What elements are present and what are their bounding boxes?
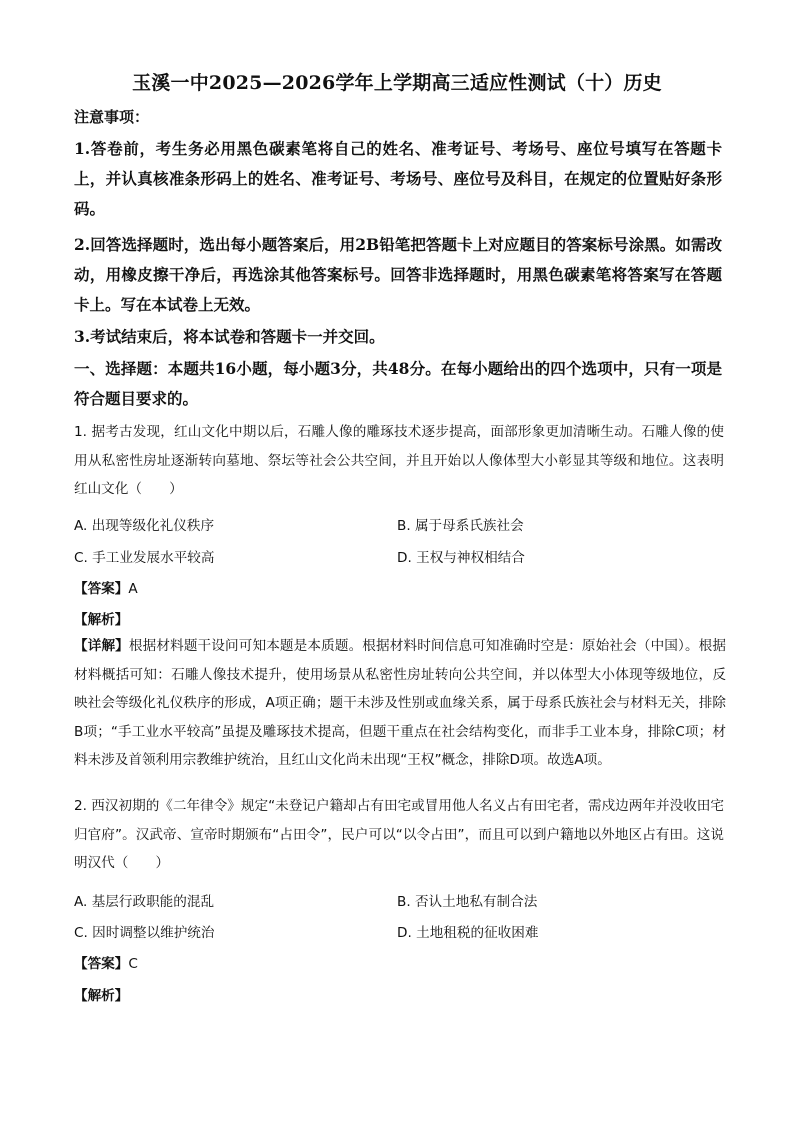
question-1-option-c: C. 手工业发展水平较高	[74, 550, 215, 566]
analysis-label: 【解析】	[74, 612, 129, 628]
page-title: 玉溪一中2025—2026学年上学期高三适应性测试（十）历史	[132, 72, 662, 94]
notice-item-2: 2.回答选择题时，选出每小题答案后，用2B铅笔把答题卡上对应题目的答案标号涂黑。如需改动，用橡皮擦干净后，再选涂其他答案标号。回答非选择题时，用黑色碳素笔将答案写在答题卡上。写在本试卷上无效。	[74, 235, 722, 314]
detail-text: 根据材料题干设问可知本题是本质题。根据材料时间信息可知准确时空是：原始社会（中国）。根据材料概括可知：石雕人像技术提升，使用场景从私密性房址转向公共空间，并以体型大小体现等级地位，反映社会等级化礼仪秩序的形成，A项正确；题干未涉及性别或血缘关系，属于母系氏族社会与材料无关，排除B项；“手工业水平较高”虽提及雕琢技术提高，但题干重点在社会结构变化，而非手工业本身，排除C项；材料未涉及首领利用宗教维护统治，且红山文化尚未出现“王权”概念，排除D项。故选A项。	[74, 638, 727, 768]
question-2-answer	[74, 952, 138, 972]
question-1-option-d: D. 王权与神权相结合	[397, 550, 525, 566]
detail-label: 【详解】	[74, 638, 129, 654]
answer-value: C	[128, 956, 138, 972]
question-1-answer	[74, 577, 138, 597]
notice-heading: 注意事项：	[74, 108, 150, 126]
question-2-stem: 2. 西汉初期的《二年律令》规定“未登记户籍却占有田宅或冒用他人名义占有田宅者，需戍边两年并没收田宅归官府”。汉武帝、宣帝时期颁布“占田令”，民户可以“以令占田”，而且可以到户籍地以外地区占有田。这说明汉代（ ）	[74, 798, 724, 871]
question-2-option-d: D. 土地租税的征收困难	[397, 925, 539, 941]
question-2-analysis-label	[74, 984, 128, 1004]
question-2-option-a: A. 基层行政职能的混乱	[74, 894, 215, 910]
section-heading: 一、选择题：本题共16小题，每小题3分，共48分。在每小题给出的四个选项中，只有一项是符合题目要求的。	[74, 359, 722, 408]
question-2-option-b: B. 否认土地私有制合法	[397, 894, 538, 910]
analysis-label: 【解析】	[74, 988, 129, 1004]
question-1-stem: 1. 据考古发现，红山文化中期以后，石雕人像的雕琢技术逐步提高，面部形象更加清晰生动。石雕人像的使用从私密性房址逐渐转向墓地、祭坛等社会公共空间，并且开始以人像体型大小彰显其等级和地位。这表明红山文化（ ）	[74, 424, 724, 497]
answer-label: 【答案】	[74, 956, 129, 972]
answer-label: 【答案】	[74, 581, 129, 597]
question-1-analysis-label	[74, 608, 128, 628]
notice-item-3: 3.考试结束后，将本试卷和答题卡一并交回。	[74, 327, 385, 346]
question-1-detail	[74, 632, 726, 775]
answer-value: A	[128, 581, 138, 597]
question-2-option-c: C. 因时调整以维护统治	[74, 925, 215, 941]
question-1-option-a: A. 出现等级化礼仪秩序	[74, 518, 215, 534]
notice-item-1: 1.答卷前，考生务必用黑色碳素笔将自己的姓名、准考证号、考场号、座位号填写在答题卡上，并认真核准条形码上的姓名、准考证号、考场号、座位号及科目，在规定的位置贴好条形码。	[74, 139, 722, 218]
question-1-option-b: B. 属于母系氏族社会	[397, 518, 524, 534]
